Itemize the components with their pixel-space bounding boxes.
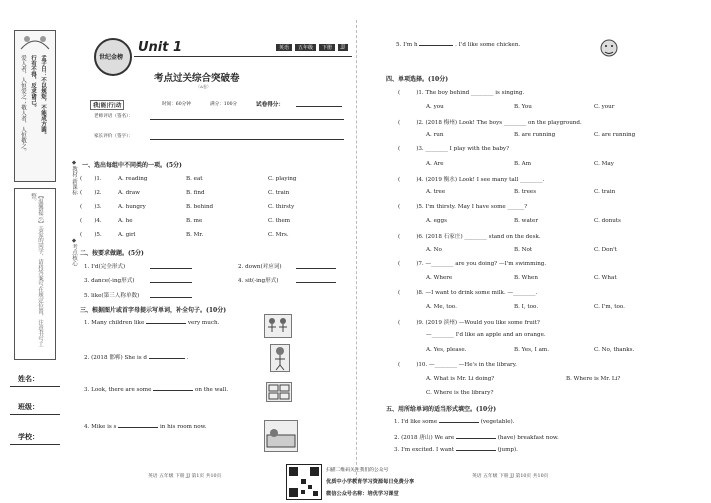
total-info: 满分：100分: [210, 102, 238, 107]
class-label: 班级：: [18, 402, 39, 411]
badge-row: [276, 44, 348, 51]
list-item: ( )3. ________ I play with the baby?: [398, 146, 510, 152]
section2-title: 二、按要求做题。(5分): [80, 250, 144, 257]
list-item: ( )5.: [80, 232, 102, 238]
option-c: C. No, thanks.: [594, 347, 635, 353]
answer-blank[interactable]: [419, 45, 453, 46]
answer-paren[interactable]: (: [80, 218, 83, 224]
answer-paren[interactable]: (: [80, 232, 83, 238]
school-label: 学校：: [18, 432, 39, 441]
option-a: A. Me, too.: [426, 304, 457, 310]
sleeping-boy-picture: [264, 420, 298, 452]
dancing-children-picture: [264, 314, 292, 338]
option-a: A. you: [426, 104, 444, 110]
answer-blank[interactable]: [150, 282, 192, 283]
option-a: A. Where: [426, 275, 453, 281]
qr-code: [286, 464, 322, 500]
wall-pictures-picture: [266, 382, 292, 402]
badge-grade: 五年级: [295, 44, 316, 51]
answer-blank[interactable]: [439, 422, 479, 423]
list-item: 1. Many children like very much.: [84, 320, 220, 326]
answer-paren[interactable]: (: [398, 261, 401, 267]
list-item: 1. I'd(完全形式): [84, 264, 126, 270]
option-b: B. trees: [514, 189, 537, 195]
answer-paren[interactable]: (: [80, 204, 83, 210]
option-b: B. Yes, I am.: [514, 347, 550, 353]
option-a: A. run: [426, 132, 444, 138]
list-item: ( )9. (2019 滨州) —Would you like some fruit?: [398, 320, 540, 326]
list-item: ( )4. (2019 衡水) Look! I see many tall ________.: [398, 177, 545, 183]
option-b: B. When: [514, 275, 538, 281]
time-info: 时间：60分钟: [162, 102, 191, 107]
footer-left: 英语 五年级 下册 JJ 第1页 共10页: [148, 474, 222, 479]
parent-label: 家长评价（签字）：: [94, 134, 134, 139]
option-b: B. water: [514, 218, 539, 224]
list-item: ( )5. I'm thirsty. May I have some ______?: [398, 204, 528, 210]
answer-blank[interactable]: [296, 282, 336, 283]
brand-name: 世纪金榜: [99, 54, 124, 61]
option-b: B. Mr.: [186, 232, 204, 238]
school-field[interactable]: [10, 444, 60, 445]
option-a: A. tree: [426, 189, 446, 195]
list-item: ( )2.: [80, 190, 102, 196]
list-item: ( )7. —________ are you doing? —I'm swimming.: [398, 261, 547, 267]
option-c: C. donuts: [594, 218, 621, 224]
section4-title: 四、单项选择。(10分): [386, 76, 449, 83]
answer-paren[interactable]: (: [398, 234, 401, 240]
brand-logo: [94, 38, 132, 76]
answer-blank[interactable]: [150, 297, 192, 298]
page-divider: [356, 20, 357, 480]
option-b: B. Where is Mr. Li?: [566, 376, 621, 382]
page-subtitle: （A卷）: [196, 84, 211, 89]
option-c: C. thirsty: [268, 204, 295, 210]
option-a: A. girl: [118, 232, 136, 238]
answer-blank[interactable]: [456, 438, 496, 439]
page-title: 考点过关综合突破卷: [154, 73, 240, 84]
score-field[interactable]: [296, 106, 342, 107]
answer-blank[interactable]: [118, 427, 158, 428]
option-b: B. Not: [514, 247, 533, 253]
list-item: 2. down(对应词): [238, 264, 282, 270]
answer-blank[interactable]: [146, 323, 186, 324]
option-b: B. are running: [514, 132, 556, 138]
list-item: 4. sit(-ing形式): [238, 278, 279, 284]
answer-blank[interactable]: [150, 268, 192, 269]
teacher-field[interactable]: [150, 119, 344, 120]
sidebar: [4, 30, 66, 472]
list-item: ( )2. (2018 梅州) Look! The boys ________ on the playground.: [398, 120, 582, 126]
option-c: C. playing: [268, 176, 297, 182]
option-c: C. May: [594, 161, 614, 167]
answer-blank[interactable]: [153, 390, 193, 391]
badge-term: 下册: [319, 44, 335, 51]
option-a: A. Yes, please.: [426, 347, 467, 353]
section3-title: 三、根据图片或首字母提示写单词，补全句子。(10分): [80, 307, 227, 314]
list-item-continuation: —________ I'd like an apple and an orange.: [426, 332, 546, 338]
header-rule: [134, 56, 352, 57]
list-item: ( )8. —I want to drink some milk. —________.: [398, 290, 538, 296]
list-item: 2. (2018 邯郸) She is d .: [84, 355, 189, 361]
tip-text: 【温馨提示】亲爱的同学，请将答案写在规定位置，注意书写工整。: [30, 193, 43, 347]
score-boxes: 我|能|行|动: [90, 100, 124, 110]
answer-paren[interactable]: (: [398, 177, 401, 183]
badge-subject: 英语: [276, 44, 292, 51]
list-item: ( )1.: [80, 176, 102, 182]
option-a: A. No: [426, 247, 442, 253]
answer-paren[interactable]: (: [398, 362, 401, 368]
badge-edition: JJ: [338, 44, 348, 51]
list-item: 5. like(第三人称单数): [84, 293, 140, 299]
unit-title: Unit 1: [138, 40, 183, 55]
option-b: B. behind: [186, 204, 214, 210]
class-field[interactable]: [10, 414, 60, 415]
list-item: 3. Look, there are some on the wall.: [84, 387, 229, 393]
option-c: C. Don't: [594, 247, 617, 253]
name-field[interactable]: [10, 386, 60, 387]
answer-paren[interactable]: (: [398, 146, 401, 152]
footer-scan: 扫描二维码关注我们的公众号: [326, 468, 389, 473]
footer-share: 优质中小学教育学习资源每日免费分享: [326, 479, 415, 485]
tip-box: [14, 188, 56, 360]
answer-paren[interactable]: (: [398, 120, 401, 126]
section5-title: 五、用所给单词的适当形式填空。(10分): [386, 406, 497, 413]
answer-blank[interactable]: [456, 450, 496, 451]
margin-note-2: ◆考点核心: [71, 238, 77, 266]
list-item: 5. I'm h . I'd like some chicken.: [396, 42, 521, 48]
option-b: B. find: [186, 190, 205, 196]
answer-paren[interactable]: (: [398, 290, 401, 296]
option-b: B. eat: [186, 176, 203, 182]
margin-note-1: ◆教材·新课标: [71, 160, 77, 196]
list-item: ( )1. The boy behind ________ is singing.: [398, 90, 525, 96]
answer-paren[interactable]: (: [80, 190, 83, 196]
option-a: A. he: [118, 218, 133, 224]
name-label: 姓名：: [18, 374, 39, 383]
option-a: A. draw: [118, 190, 140, 196]
option-b: B. me: [186, 218, 203, 224]
option-b: B. You: [514, 104, 532, 110]
answer-paren[interactable]: (: [398, 204, 401, 210]
answer-blank[interactable]: [149, 358, 185, 359]
parent-field[interactable]: [150, 139, 344, 140]
hungry-boy-picture: [598, 38, 620, 62]
option-a: A. Are: [426, 161, 444, 167]
list-item: ( )6. (2018 石家庄) ________ stand on the desk.: [398, 234, 541, 240]
teacher-label: 老师评语（签名）：: [94, 114, 134, 119]
list-item: 3. I'm excited. I want (jump).: [394, 447, 518, 453]
option-c: C. What: [594, 275, 617, 281]
list-item: 4. Mike is s in his room now.: [84, 424, 207, 430]
list-item: 3. dance(-ing形式): [84, 278, 135, 284]
motto-box: [14, 30, 56, 182]
list-item: 1. I'd like some (vegetable).: [394, 419, 515, 425]
section1-title: 一、选出每组中不同类的一项。(5分): [82, 162, 182, 169]
score-label: 试卷得分：: [256, 102, 284, 108]
option-b: B. Am: [514, 161, 532, 167]
option-c: C. Mrs.: [268, 232, 289, 238]
option-b: B. I, too.: [514, 304, 539, 310]
lantern-decoration: [17, 33, 53, 51]
motto-mid: 行有不得，反求诸己。: [30, 55, 36, 110]
answer-blank[interactable]: [296, 268, 336, 269]
answer-paren[interactable]: (: [398, 90, 401, 96]
option-c: C. them: [268, 218, 291, 224]
answer-paren[interactable]: (: [398, 320, 401, 326]
option-c: C. I'm, too.: [594, 304, 625, 310]
option-c: C. your: [594, 104, 615, 110]
option-a: A. reading: [118, 176, 148, 182]
answer-paren[interactable]: (: [80, 176, 83, 182]
footer-wechat: 微信公众号名称：培优学习课堂: [326, 491, 399, 497]
footer-right: 英语 五年级 下册 JJ 第10页 共10页: [472, 474, 549, 479]
option-c: C. train: [268, 190, 290, 196]
drawing-girl-picture: [270, 344, 290, 372]
option-a: A. eggs: [426, 218, 447, 224]
list-item: ( )3.: [80, 204, 102, 210]
option-c: C. train: [594, 189, 616, 195]
list-item: ( )10. —________ —He's in the library.: [398, 362, 517, 368]
list-item: 2. (2018 唐山) We are (have) breakfast now.: [394, 435, 559, 441]
option-a: A. What is Mr. Li doing?: [426, 376, 495, 382]
option-a: A. hungry: [118, 204, 146, 210]
motto-ask: 爱人者，人恒爱之；敬人者，人恒敬之。: [20, 55, 26, 154]
option-c: C. Where is the library?: [426, 390, 494, 396]
motto-top: 孟子日：不以规矩，不能成方圆。: [40, 55, 46, 138]
option-c: C. are running: [594, 132, 636, 138]
list-item: ( )4.: [80, 218, 102, 224]
